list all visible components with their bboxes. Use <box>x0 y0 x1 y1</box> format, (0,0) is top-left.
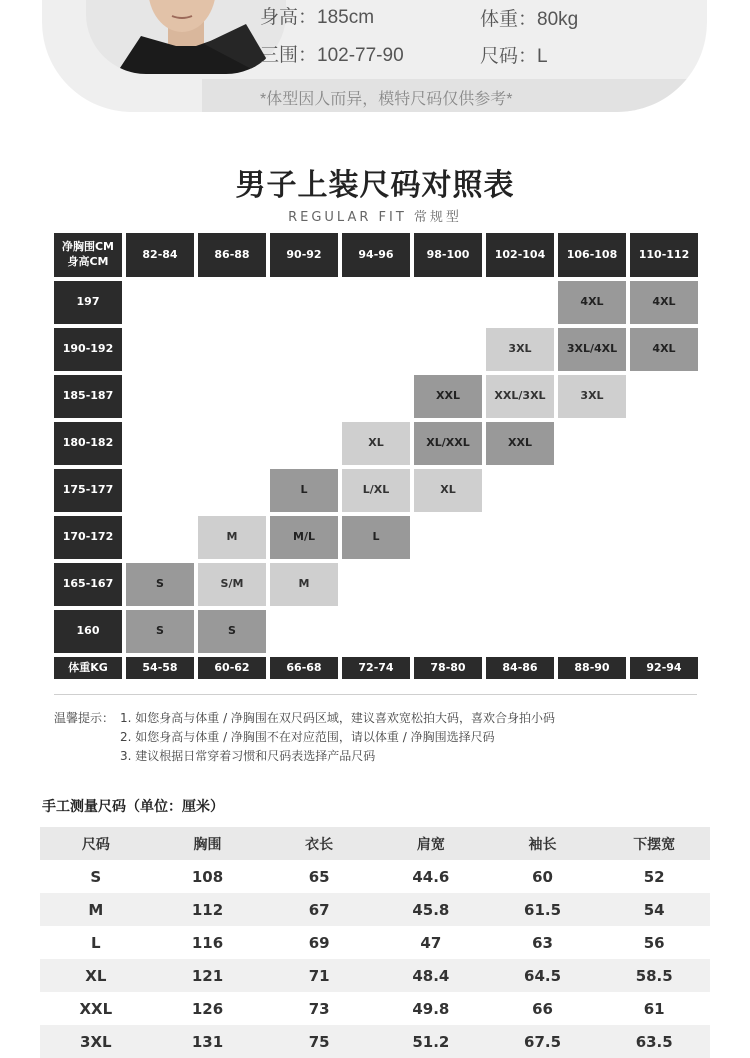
table-cell: 58.5 <box>635 966 673 985</box>
weight-column-footer: 66-68 <box>270 657 338 679</box>
table-cell: 64.5 <box>524 966 562 985</box>
size-cell: XL/XXL <box>414 422 482 465</box>
table-cell: 73 <box>308 999 330 1018</box>
size-cell: L <box>342 516 410 559</box>
corner-height-label: 身高CM <box>67 255 109 268</box>
table-cell: XXL <box>79 999 113 1018</box>
table-cell: 56 <box>643 933 665 952</box>
size-cell: XXL/3XL <box>486 375 554 418</box>
measure-header-cell: 袖长 <box>528 836 557 853</box>
model-measurements-label: 三围： <box>260 45 318 66</box>
measure-table <box>40 827 710 1058</box>
table-row <box>40 959 710 992</box>
size-cell: M <box>198 516 266 559</box>
section-divider <box>54 694 697 695</box>
table-cell: 51.2 <box>412 1032 450 1051</box>
height-row-header: 180-182 <box>54 422 122 465</box>
tip-row-1 <box>54 709 555 728</box>
table-cell: 60 <box>532 867 553 886</box>
table-cell: 61 <box>643 999 665 1018</box>
chest-column-header: 110-112 <box>630 233 698 277</box>
model-measurements <box>260 40 404 67</box>
tip-row-2 <box>54 728 555 747</box>
measure-header-cell: 尺码 <box>81 836 110 853</box>
table-cell: 131 <box>191 1032 224 1051</box>
height-row-header: 170-172 <box>54 516 122 559</box>
table-cell: 67 <box>308 900 330 919</box>
table-cell: 67.5 <box>524 1032 562 1051</box>
chest-column-header: 82-84 <box>126 233 194 277</box>
size-cell: 4XL <box>630 281 698 324</box>
height-row-header: 185-187 <box>54 375 122 418</box>
table-cell: 44.6 <box>412 867 450 886</box>
table-cell: 45.8 <box>412 900 450 919</box>
size-cell: L <box>270 469 338 512</box>
model-weight-label: 体重： <box>480 9 538 30</box>
model-height <box>260 2 374 29</box>
table-row <box>40 1025 710 1058</box>
model-size <box>480 41 548 68</box>
table-cell: S <box>90 867 102 886</box>
weight-column-footer: 72-74 <box>342 657 410 679</box>
corner-chest-label: 净胸围CM <box>61 240 115 254</box>
table-row <box>40 992 710 1025</box>
height-row-header: 165-167 <box>54 563 122 606</box>
measure-header-cell: 肩宽 <box>416 836 445 853</box>
size-cell: 4XL <box>558 281 626 324</box>
table-cell: 75 <box>308 1032 330 1051</box>
table-cell: XL <box>85 966 107 985</box>
table-cell: M <box>88 900 104 919</box>
weight-column-footer: 88-90 <box>558 657 626 679</box>
table-cell: 63.5 <box>635 1032 673 1051</box>
tip-line-2: 2. 如您身高与体重 / 净胸围不在对应范围，请以体重 / 净胸围选择尺码 <box>120 730 495 744</box>
table-cell: 108 <box>191 867 224 886</box>
table-cell: 54 <box>643 900 665 919</box>
table-cell: 49.8 <box>412 999 450 1018</box>
size-cell: L/XL <box>342 469 410 512</box>
weight-column-footer: 92-94 <box>630 657 698 679</box>
measure-title: 手工测量尺码（单位：厘米） <box>42 799 224 815</box>
size-cell: S <box>198 610 266 653</box>
tip-line-3: 3. 建议根据日常穿着习惯和尺码表选择产品尺码 <box>120 749 376 763</box>
table-cell: 69 <box>308 933 330 952</box>
tip-line-1: 1. 如您身高与体重 / 净胸围在双尺码区域，建议喜欢宽松拍大码，喜欢合身拍小码 <box>120 711 555 725</box>
height-row-header: 190-192 <box>54 328 122 371</box>
chest-column-header: 90-92 <box>270 233 338 277</box>
size-cell: XL <box>342 422 410 465</box>
size-cell: S <box>126 610 194 653</box>
height-row-header: 160 <box>54 610 122 653</box>
chest-column-header: 102-104 <box>486 233 554 277</box>
table-cell: 112 <box>191 900 224 919</box>
table-cell: 66 <box>532 999 553 1018</box>
model-portrait-image <box>86 0 286 74</box>
table-row <box>40 926 710 959</box>
size-cell: 3XL <box>486 328 554 371</box>
size-cell: S/M <box>198 563 266 606</box>
model-size-label: 尺码： <box>480 46 538 67</box>
tip-row-3 <box>54 747 555 766</box>
model-note: *体型因人而异，模特尺码仅供参考* <box>260 91 513 108</box>
table-cell: 71 <box>308 966 330 985</box>
tips-lead: 温馨提示： <box>54 711 115 725</box>
weight-column-footer: 84-86 <box>486 657 554 679</box>
table-row <box>40 893 710 926</box>
size-cell: 4XL <box>630 328 698 371</box>
table-cell: 126 <box>191 999 224 1018</box>
size-cell: M <box>270 563 338 606</box>
table-cell: 48.4 <box>412 966 450 985</box>
height-row-header: 197 <box>54 281 122 324</box>
model-height-value: 185cm <box>317 7 375 28</box>
size-cell: XXL <box>486 422 554 465</box>
size-cell: XL <box>414 469 482 512</box>
table-cell: L <box>91 933 101 952</box>
table-cell: 121 <box>191 966 224 985</box>
table-cell: 3XL <box>80 1032 112 1051</box>
model-height-label: 身高： <box>260 7 318 28</box>
chart-corner-header <box>54 233 122 277</box>
weight-column-footer: 78-80 <box>414 657 482 679</box>
tips <box>54 709 555 766</box>
table-row <box>40 860 710 893</box>
height-row-header: 175-177 <box>54 469 122 512</box>
measure-header-cell: 下摆宽 <box>633 836 676 853</box>
size-cell: 3XL <box>558 375 626 418</box>
table-cell: 116 <box>191 933 224 952</box>
table-cell: 63 <box>532 933 553 952</box>
weight-column-footer: 54-58 <box>126 657 194 679</box>
table-cell: 47 <box>420 933 442 952</box>
table-cell: 65 <box>308 867 330 886</box>
page-title: 男子上装尺码对照表 <box>235 168 515 203</box>
model-weight <box>480 4 578 31</box>
size-cell: 3XL/4XL <box>558 328 626 371</box>
chest-column-header: 106-108 <box>558 233 626 277</box>
size-cell: M/L <box>270 516 338 559</box>
measure-header-cell: 衣长 <box>305 836 334 853</box>
model-size-value: L <box>537 46 548 67</box>
table-cell: 52 <box>643 867 665 886</box>
chest-column-header: 98-100 <box>414 233 482 277</box>
page-subtitle: REGULAR FIT 常规型 <box>288 210 462 225</box>
measure-header-cell: 胸围 <box>193 836 222 853</box>
chest-column-header: 86-88 <box>198 233 266 277</box>
model-measurements-value: 102-77-90 <box>317 45 404 66</box>
weight-row-header: 体重KG <box>54 657 122 679</box>
size-cell: XXL <box>414 375 482 418</box>
size-chart <box>54 233 697 679</box>
size-cell: S <box>126 563 194 606</box>
table-cell: 61.5 <box>524 900 562 919</box>
model-weight-value: 80kg <box>537 9 579 30</box>
weight-column-footer: 60-62 <box>198 657 266 679</box>
model-photo <box>86 0 286 74</box>
chest-column-header: 94-96 <box>342 233 410 277</box>
measure-header-row <box>40 827 710 860</box>
model-banner <box>42 0 707 112</box>
